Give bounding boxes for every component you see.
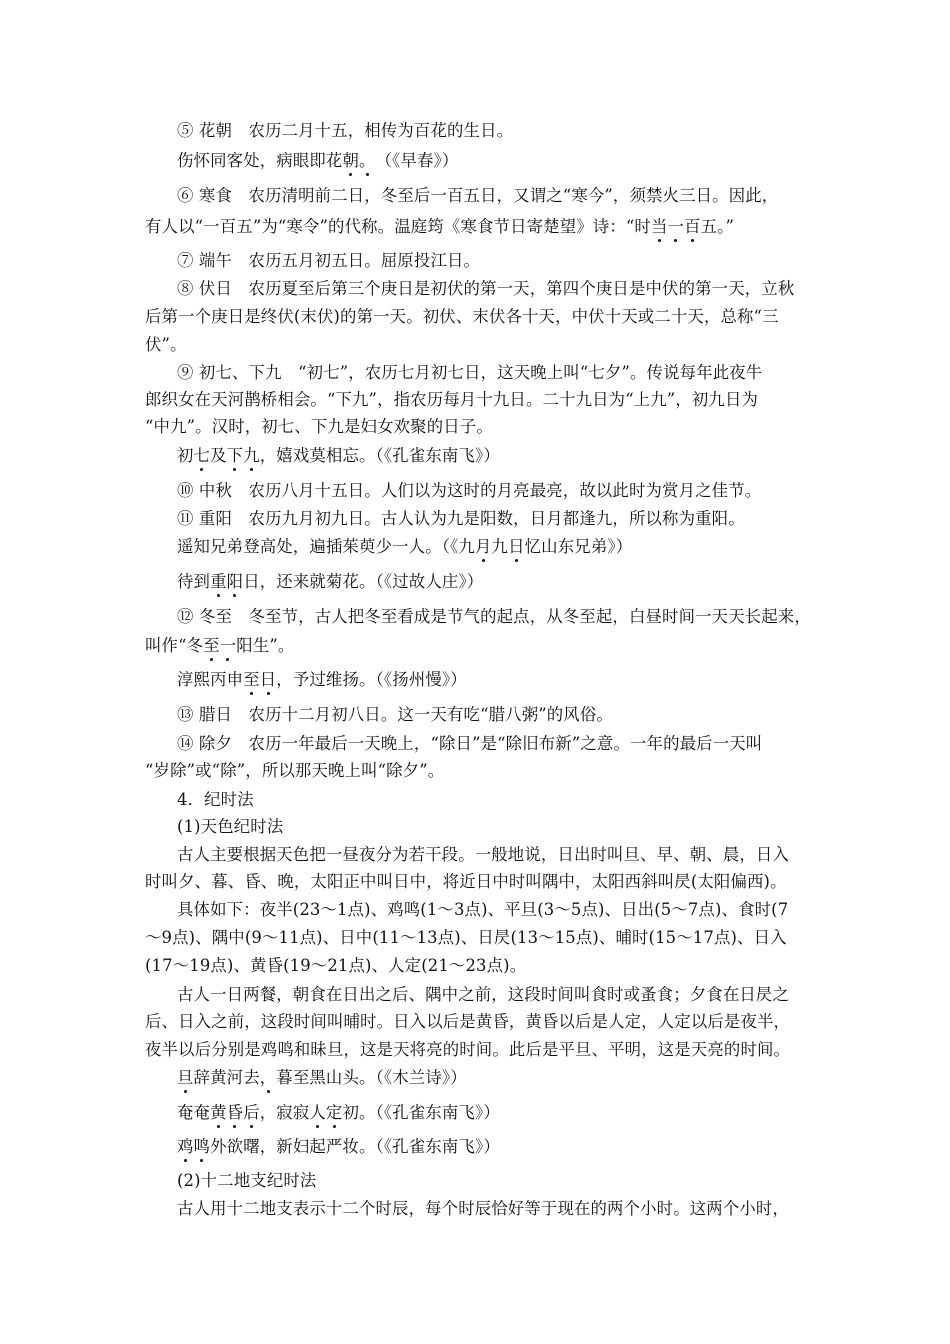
text-line: ⑩ 中秋 农历八月十五日。人们以为这时的月亮最亮，故以此时为赏月之佳节。 [177, 481, 762, 500]
text-line: 后、日入之前，这段时间叫晡时。日入以后是黄昏，黄昏以后是人定，人定以后是夜半， [145, 1012, 791, 1031]
text-line: 后第一个庚日是终伏(末伏)的第一天。初伏、末伏各十天，中伏十天或二十天，总称“三 [145, 307, 779, 326]
text-line: 古人用十二地支表示十二个时辰，每个时辰恰好等于现在的两个小时。这两个小时， [177, 1199, 790, 1218]
text-line: ⑧ 伏日 农历夏至后第三个庚日是初伏的第一天，第四个庚日是中伏的第一天，立秋 [177, 279, 795, 298]
text-line: 叫作“冬至一阳生”。 [145, 636, 295, 655]
text-line: 古人一日两餐，朝食在日出之后、隅中之前，这段时间叫食时或蚤食；夕食在日昃之 [177, 985, 790, 1004]
text-line: 夜半以后分别是鸡鸣和昧旦，这是天将亮的时间。此后是平旦、平明，这是天亮的时间。 [145, 1040, 791, 1059]
text-line: “岁除”或“除”，所以那天晚上叫“除夕”。 [145, 761, 445, 780]
text-line: 有人以“一百五”为“寒令”的代称。温庭筠《寒食节日寄楚望》诗：“时当一百五。” [145, 217, 735, 236]
subsection-heading: (2)十二地支纪时法 [177, 1171, 317, 1190]
quote-line: 鸡鸣外欲曙，新妇起严妆。（《孔雀东南飞》） [177, 1137, 500, 1156]
subsection-heading: (1)天色纪时法 [177, 817, 284, 836]
quote-line: 淳熙丙申至日，予过维扬。（《扬州慢》） [177, 670, 467, 689]
section-heading: 4．纪时法 [177, 790, 254, 809]
text-line: ⑦ 端午 农历五月初五日。屈原投江日。 [177, 251, 481, 270]
text-line: ⑫ 冬至 冬至节，古人把冬至看成是节气的起点，从冬至起，白昼时间一天天长起来， [177, 607, 811, 626]
quote-line: 伤怀同客处，病眼即花朝。（《早春》） [177, 151, 459, 170]
text-line: 古人主要根据天色把一昼夜分为若干段。一般地说，日出时叫旦、早、朝、晨，日入 [177, 845, 790, 864]
text-line: (17～19点)、黄昏(19～21点)、人定(21～23点)。 [145, 956, 527, 975]
text-line: 具体如下：夜半(23～1点)、鸡鸣(1～3点)、平旦(3～5点)、日出(5～7点)、食时(7 [177, 900, 789, 919]
text-line: ～9点)、隅中(9～11点)、日中(11～13点)、日昃(13～15点)、晡时(15～17点)、日入 [145, 928, 787, 947]
text-line: ⑨ 初七、下九 “初七”，农历七月初七日，这天晚上叫“七夕”。传说每年此夜牛 [177, 363, 763, 382]
text-line: 时叫夕、暮、昏、晚，太阳正中叫日中，将近日中时叫隅中，太阳西斜叫昃(太阳偏西)。 [145, 872, 787, 891]
quote-line: 奄奄黄昏后，寂寂人定初。（《孔雀东南飞》） [177, 1103, 500, 1122]
text-line: ⑪ 重阳 农历九月初九日。古人认为九是阳数，日月都逢九，所以称为重阳。 [177, 509, 745, 528]
quote-line: 待到重阳日，还来就菊花。（《过故人庄》） [177, 572, 484, 591]
quote-line: 旦辞黄河去，暮至黑山头。（《木兰诗》） [177, 1068, 467, 1087]
text-line: ⑭ 除夕 农历一年最后一天晚上，“除日”是“除旧布新”之意。一年的最后一天叫 [177, 734, 763, 753]
text-line: 郎织女在天河鹊桥相会。“下九”，指农历每月十九日。二十九日为“上九”，初九日为 [145, 390, 759, 409]
text-line: 伏”。 [145, 335, 187, 354]
text-line: ⑬ 腊日 农历十二月初八日。这一天有吃“腊八粥”的风俗。 [177, 705, 613, 724]
quote-line: 遥知兄弟登高处，遍插茱萸少一人。（《九月九日忆山东兄弟》） [177, 537, 633, 556]
text-line: ⑥ 寒食 农历清明前二日，冬至后一百五日，又谓之“寒今”，须禁火三日。因此， [177, 186, 779, 205]
text-line: ⑤ 花朝 农历二月十五，相传为百花的生日。 [177, 121, 514, 140]
text-line: “中九”。汉时，初七、下九是妇女欢聚的日子。 [145, 417, 493, 436]
quote-line: 初七及下九，嬉戏莫相忘。（《孔雀东南飞》） [177, 446, 500, 465]
